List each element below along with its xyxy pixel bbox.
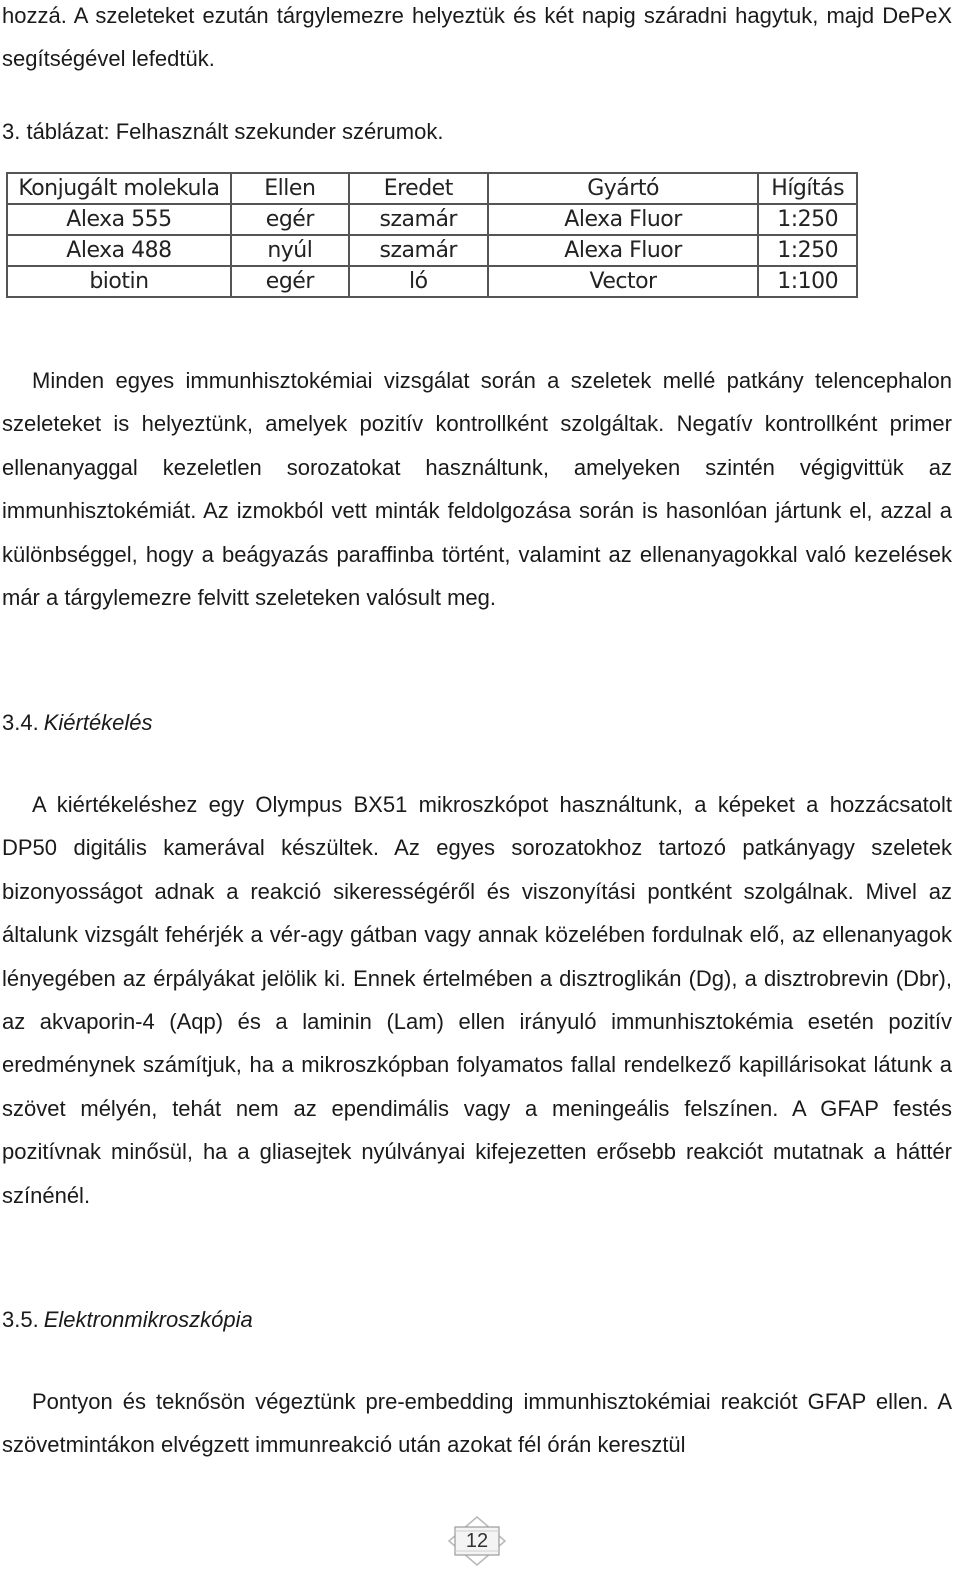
controls-paragraph: Minden egyes immunhisztokémiai vizsgálat során a szeletek mellé patkány telencephalon szeleteket is helyeztünk, amelyek pozitív kontrollként szolgáltak. Negatív kontrollként primer ellenanyaggal kezeletlen sorozatokat használtunk, amelyeken szintén végigvittük az immunhisztokémiát. Az izmokból vett minták feldolgozása során is hasonlóan jártunk el, azzal a különbséggel, hogy a beágyazás paraffinba történt, valamint az ellenanyagokkal való kezelések már a tárgylemezre felvitt szeleteken valósult meg.	[2, 368, 952, 611]
table-header-cell: Gyártó	[488, 173, 759, 204]
table-cell: biotin	[7, 266, 231, 297]
table-cell: Alexa Fluor	[488, 204, 759, 235]
page-number-badge	[447, 1515, 507, 1567]
table-cell: ló	[349, 266, 488, 297]
em-paragraph: Pontyon és teknősön végeztünk pre-embedding immunhisztokémiai reakciót GFAP ellen. A szövetmintákon elvégzett immunreakció után azokat fél órán keresztül	[2, 1389, 952, 1458]
table-cell: egér	[231, 266, 349, 297]
table-row	[7, 266, 857, 297]
section-number: 3.5.	[2, 1307, 39, 1332]
table-cell: szamár	[349, 204, 488, 235]
section-number: 3.4.	[2, 710, 39, 735]
table-cell: Alexa Fluor	[488, 235, 759, 266]
table-cell: Vector	[488, 266, 759, 297]
section-heading-3-4	[2, 701, 153, 744]
table-cell: 1:250	[758, 235, 857, 266]
table-cell: szamár	[349, 235, 488, 266]
table-cell: egér	[231, 204, 349, 235]
section-heading-3-5	[2, 1298, 253, 1341]
page-number: 12	[465, 1530, 489, 1552]
table-row	[7, 204, 857, 235]
table-header-cell: Eredet	[349, 173, 488, 204]
table-cell: 1:100	[758, 266, 857, 297]
table-header-row	[7, 173, 857, 204]
table-cell: 1:250	[758, 204, 857, 235]
evaluation-paragraph: A kiértékeléshez egy Olympus BX51 mikroszkópot használtunk, a képeket a hozzácsatolt DP50 digitális kamerával készültek. Az egyes sorozatokhoz tartozó patkányagy szeletek bizonyosságot adnak a reakció sikerességéről és viszonyítási pontként szolgálnak. Mivel az általunk vizsgált fehérjék a vér-agy gátban vagy annak közelében fordulnak elő, az ellenanyagok lényegében az érpályákat jelölik ki. Ennek értelmében a disztroglikán (Dg), a disztrobrevin (Dbr), az akvaporin-4 (Aqp) és a laminin (Lam) ellen irányuló immunhisztokémia esetén pozitív eredménynek számítjuk, ha a mikroszkópban folyamatos fallal rendelkező kapillárisokat látunk a szövet mélyén, tehát nem az ependimális vagy a meningeális felszínen. A GFAP festés pozitívnak minősül, ha a gliasejtek nyúlványai kifejezetten erősebb reakciót mutatnak a háttér színénél.	[2, 792, 952, 1208]
table-caption: 3. táblázat: Felhasznált szekunder szérumok.	[2, 119, 444, 144]
table-cell: Alexa 555	[7, 204, 231, 235]
section-title: Elektronmikroszkópia	[43, 1307, 253, 1332]
secondary-serum-table	[6, 172, 858, 312]
table-cell: Alexa 488	[7, 235, 231, 266]
table-cell: nyúl	[231, 235, 349, 266]
table-header-cell: Konjugált molekula	[7, 173, 231, 204]
section-title: Kiértékelés	[43, 710, 153, 735]
table-header-cell: Ellen	[231, 173, 349, 204]
table-row	[7, 235, 857, 266]
top-paragraph: hozzá. A szeleteket ezután tárgylemezre helyeztük és két napig száradni hagytuk, majd DePeX segítségével lefedtük.	[2, 3, 952, 72]
table-header-cell: Hígítás	[758, 173, 857, 204]
